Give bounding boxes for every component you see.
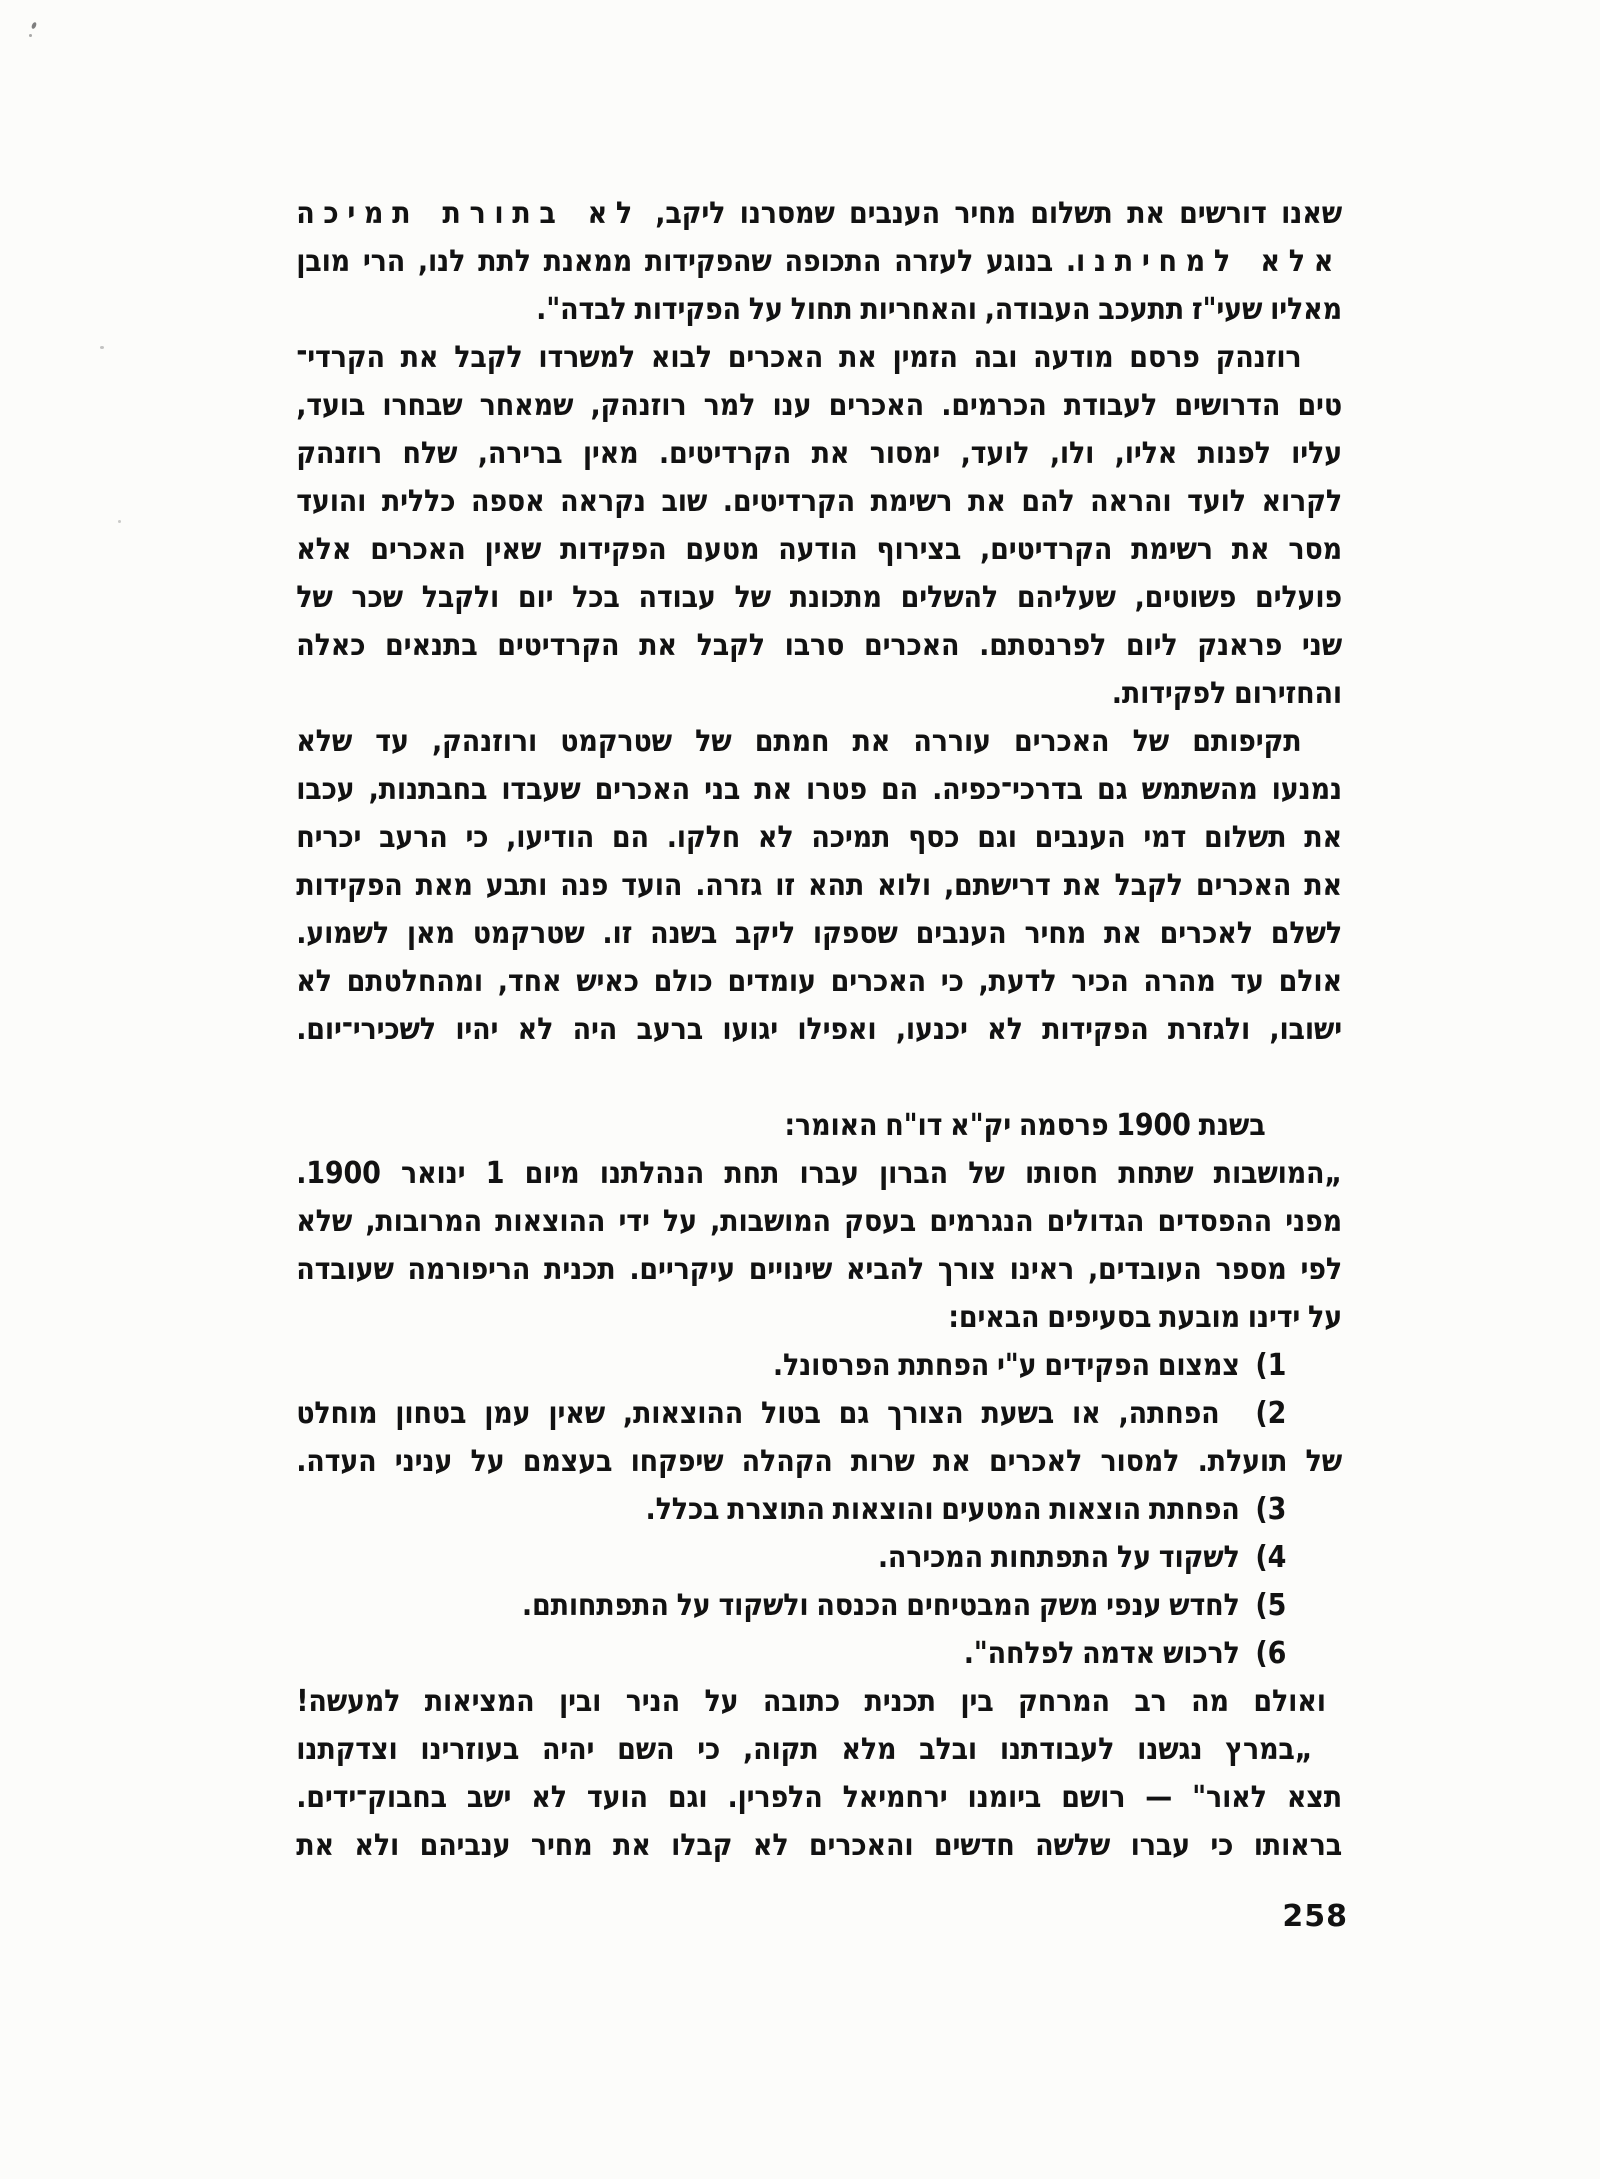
text-line: על ידינו מובעת בסעיפים הבאים:: [948, 1300, 1342, 1335]
text-segment: שאנו דורשים את תשלום מחיר הענבים שמסרנו ליקב,: [640, 196, 1343, 231]
text-line: נמנעו מהשתמש גם בדרכי־כפיה. הם פטרו את בני האכרים שעבדו בחבתנות, עכבו: [296, 772, 1342, 807]
scan-speck: [118, 520, 121, 523]
text-line: טים הדרושים לעבודת הכרמים. האכרים ענו למר רוזנהק, שמאחר שבחרו בועד,: [296, 388, 1342, 423]
scan-speck: [100, 346, 104, 349]
text-line: תקיפותם של האכרים עוררה את חמתם של שטרקמט ורוזנהק, עד שלא: [296, 724, 1302, 759]
text-line: עליו לפנות אליו, ולו, לועד, ימסור את הקרדיטים. מאין ברירה, שלח רוזנהק: [296, 436, 1342, 471]
text-line: לפי מספר העובדים, ראינו צורך להביא שינויים עיקריים. תכנית הריפורמה שעובדה: [296, 1252, 1342, 1287]
list-item: 4) לשקוד על התפתחות המכירה.: [877, 1540, 1287, 1575]
text-line: [296, 238, 1342, 286]
emphasized-text: אלא למחיתנו: [1075, 244, 1343, 279]
text-line: רוזנהק פרסם מודעה ובה הזמין את האכרים לבוא למשרדו לקבל את הקרדי־: [296, 340, 1302, 375]
text-line: [296, 190, 1342, 238]
text-line: מפני ההפסדים הגדולים הנגרמים בעסק המושבות, על ידי ההוצאות המרובות, שלא: [296, 1204, 1342, 1239]
text-line: והחזירום לפקידות.: [1111, 676, 1342, 711]
text-line: „המושבות שתחת חסותו של הברון עברו תחת הנהלתנו מיום 1 ינואר 1900.: [296, 1156, 1342, 1191]
text-line: לקרוא לועד והראה להם את רשימת הקרדיטים. שוב נקראה אספה כללית והועד: [296, 484, 1342, 519]
text-line: בראותו כי עברו שלשה חדשים והאכרים לא קבלו את מחיר ענביהם ולא את: [296, 1828, 1342, 1863]
text-line: בשנת 1900 פרסמה יק"א דו"ח האומר:: [784, 1108, 1266, 1143]
text-line: מאליו שעי"ז תתעכב העבודה, והאחריות תחול על הפקידות לבדה".: [536, 292, 1342, 327]
list-item: 1) צמצום הפקידים ע"י הפחתת הפרסונל.: [772, 1348, 1287, 1383]
text-line: פועלים פשוטים, שעליהם להשלים מתכונת של עבודה בכל יום ולקבל שכר של: [296, 580, 1342, 615]
text-line: את האכרים לקבל את דרישתם, ולוא תהא זו גזרה. הועד פנה ותבע מאת הפקידות: [296, 868, 1342, 903]
text-line: לשלם לאכרים את מחיר הענבים שספקו ליקב בשנה זו. שטרקמט מאן לשמוע.: [296, 916, 1342, 951]
list-item: 6) לרכוש אדמה לפלחה".: [963, 1636, 1287, 1671]
text-line: אולם עד מהרה הכיר לדעת, כי האכרים עומדים כולם כאיש אחד, ומהחלטתם לא: [296, 964, 1342, 999]
text-line: ואולם מה רב המרחק בין תכנית כתובה על הניר ובין המציאות למעשה!: [296, 1684, 1326, 1719]
body-text-block: [296, 190, 1342, 1870]
text-line: מסר את רשימת הקרדיטים, בצירוף הודעה מטעם הפקידות שאין האכרים אלא: [296, 532, 1342, 567]
text-segment: . בנוגע לעזרה התכופה שהפקידות ממאנת לתת לנו, הרי מובן: [296, 244, 1076, 279]
text-line: תצא לאור" — רושם ביומנו ירחמיאל הלפרין. וגם הועד לא ישב בחבוק־ידים.: [296, 1780, 1342, 1815]
text-line: את תשלום דמי הענבים וגם כסף תמיכה לא חלקו. הם הודיעו, כי הרעב יכריח: [296, 820, 1342, 855]
scan-speck: [31, 21, 38, 29]
text-line: „במרץ נגשנו לעבודתנו ובלב מלא תקוה, כי השם יהיה בעוזרינו וצדקתנו: [296, 1732, 1313, 1767]
text-line: ישובו, ולגזרת הפקידות לא יכנעו, ואפילו יגועו ברעב היה לא יהיו לשכירי־יום.: [296, 1012, 1342, 1047]
page-number: 258: [1282, 1899, 1348, 1934]
list-item: 2) הפחתה, או בשעת הצורך גם בטול ההוצאות, שאין עמן בטחון מוחלט: [296, 1396, 1287, 1431]
text-line: שני פראנק ליום לפרנסתם. האכרים סרבו לקבל את הקרדיטים בתנאים כאלה: [296, 628, 1342, 663]
text-line: של תועלת. למסור לאכרים את שרות הקהלה שיפקחו בעצמם על עניני העדה.: [296, 1444, 1342, 1479]
scan-speck: [29, 34, 32, 37]
list-item: 3) הפחתת הוצאות המטעים והוצאות התוצרת בכלל.: [645, 1492, 1287, 1527]
list-item: 5) לחדש ענפי משק המבטיחים הכנסה ולשקוד על התפתחותם.: [521, 1588, 1287, 1623]
emphasized-text: לא בתורת תמיכה: [296, 196, 641, 231]
